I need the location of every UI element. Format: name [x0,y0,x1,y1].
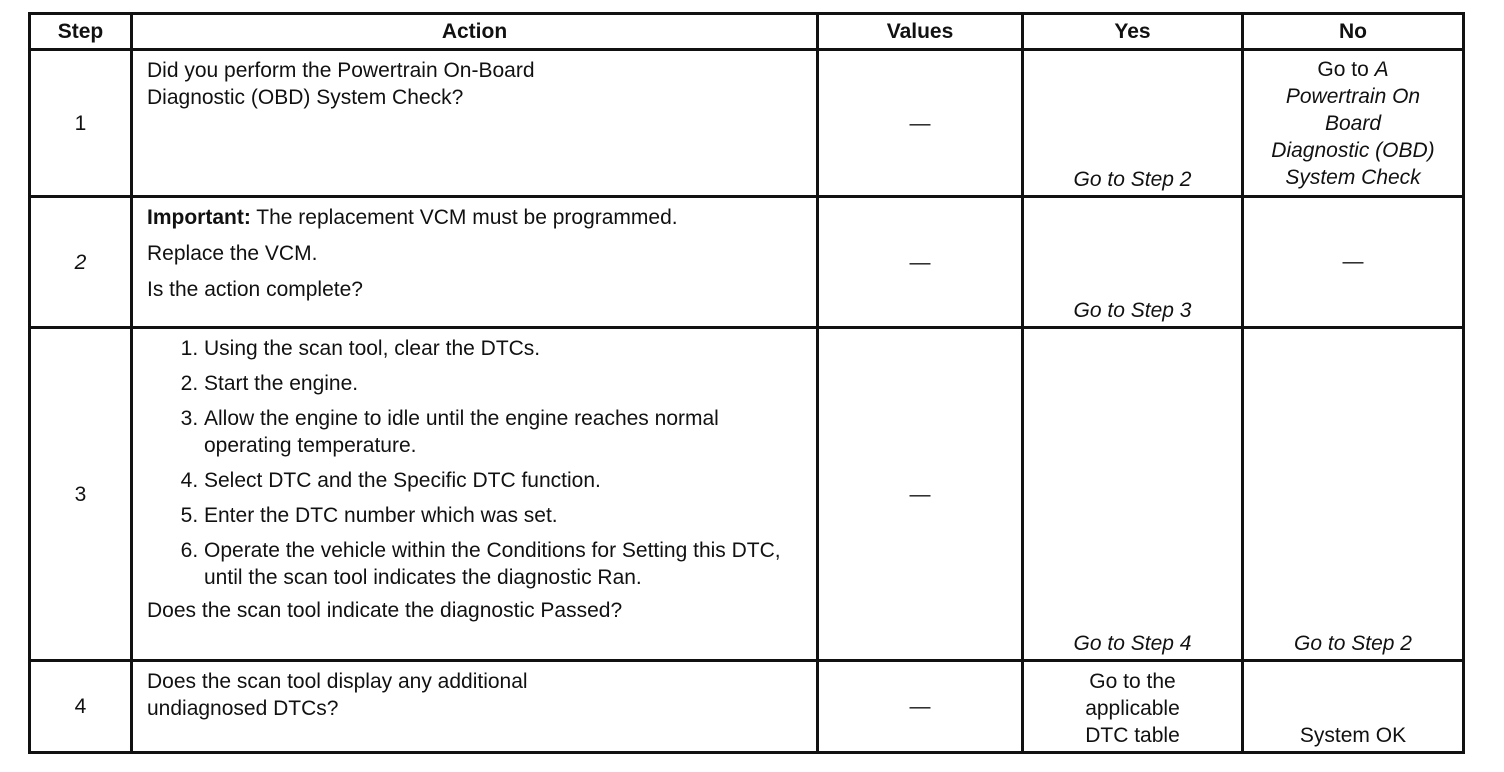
list-item: 3. Allow the engine to idle until the engine reaches normal operating temperature. [204,405,806,459]
action-text: Did you perform the Powertrain On-Board [147,59,535,82]
action-text: undiagnosed DTCs? [147,697,339,720]
no-prefix: Go to [1317,58,1375,81]
action-cell [132,661,818,753]
values-cell: — [818,661,1023,753]
action-text: Diagnostic (OBD) System Check? [147,86,464,109]
action-text: Does the scan tool display any additional [147,670,528,693]
list-item: 6. Operate the vehicle within the Conditions for Setting this DTC, until the scan tool indicates the diagnostic Ran. [204,537,806,591]
no-text-line [1244,56,1462,83]
table-row [30,661,1464,753]
no-cell: System OK [1243,661,1464,753]
values-cell: — [818,50,1023,197]
yes-cell [1023,661,1243,753]
no-text-line: Diagnostic (OBD) [1271,139,1435,162]
important-note [147,204,806,231]
step-number: 4 [30,661,132,753]
action-text: Is the action complete? [147,278,363,301]
action-text: Replace the VCM. [147,242,318,265]
important-label: Important: [147,206,251,229]
header-action: Action [132,14,818,50]
action-cell [132,328,818,661]
header-no: No [1243,14,1464,50]
list-item: 5. Enter the DTC number which was set. [204,502,806,529]
yes-cell: Go to Step 3 [1023,197,1243,328]
no-text-line: Board [1324,112,1382,135]
no-cell: Go to Step 2 [1243,328,1464,661]
header-values: Values [818,14,1023,50]
procedure-list [147,335,806,591]
yes-cell: Go to Step 4 [1023,328,1243,661]
yes-text-line: DTC table [1085,724,1180,747]
step-number: 2 [30,197,132,328]
header-yes: Yes [1023,14,1243,50]
list-item: 1. Using the scan tool, clear the DTCs. [204,335,806,362]
no-cell [1243,50,1464,197]
step-number: 1 [30,50,132,197]
yes-text-line: applicable [1085,697,1180,720]
diagnostic-table [28,12,1465,754]
header-row [30,14,1464,50]
values-cell: — [818,328,1023,661]
no-cell: — [1243,197,1464,328]
values-cell: — [818,197,1023,328]
no-text-line: System Check [1285,166,1421,189]
table-row [30,197,1464,328]
step-number: 3 [30,328,132,661]
no-text-line: Powertrain On [1285,85,1421,108]
yes-cell: Go to Step 2 [1023,50,1243,197]
header-step: Step [30,14,132,50]
action-cell [132,50,818,197]
list-item: 2. Start the engine. [204,370,806,397]
list-item: 4. Select DTC and the Specific DTC function. [204,467,806,494]
action-question: Does the scan tool indicate the diagnostic Passed? [147,599,623,622]
action-cell [132,197,818,328]
important-text: The replacement VCM must be programmed. [250,206,678,229]
yes-text-line: Go to the [1089,670,1176,693]
table-row [30,50,1464,197]
table-row [30,328,1464,661]
no-link-start: A [1374,58,1389,81]
